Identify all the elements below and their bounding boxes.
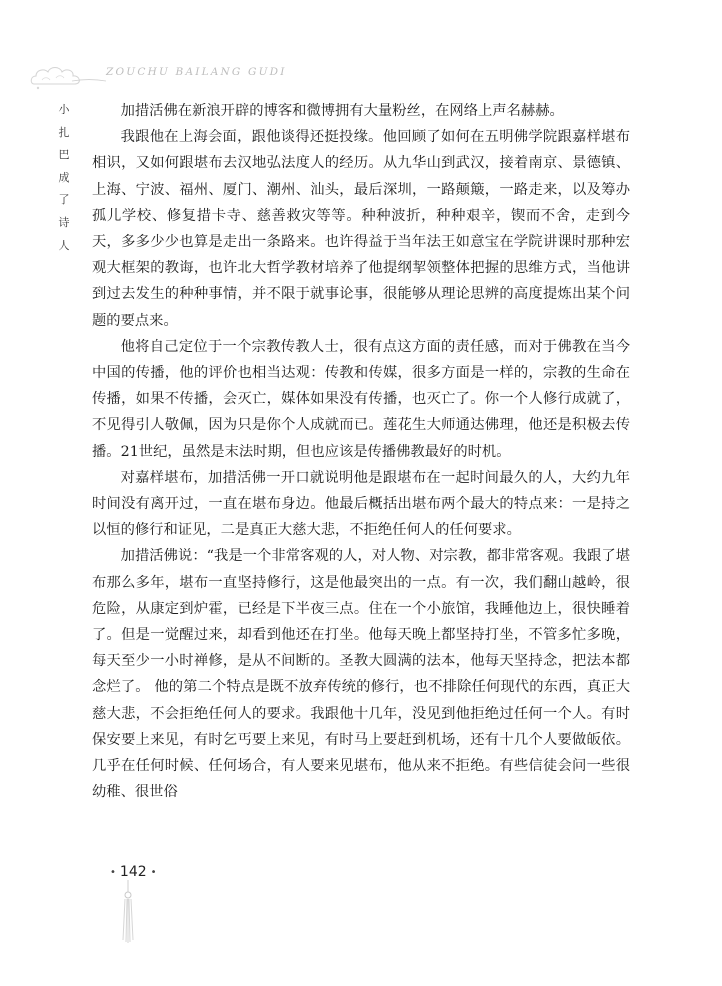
page-number (110, 864, 157, 880)
running-head: ZOUCHU BAILANG GUDI (106, 66, 287, 78)
dot-icon: • (110, 866, 116, 878)
dot-icon: • (150, 866, 157, 878)
paragraph: 对嘉样堪布，加措活佛一开口就说明他是跟堪布在一起时间最久的人，大约九年时间没有离开过，一直在堪布身边。他最后概括出堪布两个最大的特点来：一是持之以恒的修行和证见，二是真正大慈大悲，不拒绝任何人的任何要求。 (92, 469, 630, 539)
side-chapter-title: 小扎巴成了诗人 (58, 103, 70, 252)
page-number-label: 142 (119, 864, 147, 880)
paragraph: 他将自己定位于一个宗教传教人士，很有点这方面的责任感，而对于佛教在当今中国的传播，他的评价也相当达观：传教和传媒，很多方面是一样的，宗教的生命在传播，如果不传播，会灭亡，媒体如果没有传播，也灭亡了。你一个人修行成就了，不见得引人敬佩，因为只是你个人成就而已。莲花生大师通达佛理，他还是积极去传播。21世纪，虽然是末法时期，但也应该是传播佛教最好的时机。 (92, 338, 630, 460)
paragraph: 加措活佛在新浪开辟的博客和微博拥有大量粉丝，在网络上声名赫赫。 (120, 103, 564, 119)
paragraph: 我跟他在上海会面，跟他谈得还挺投缘。他回顾了如何在五明佛学院跟嘉样堪布相识，又如何跟堪布去汉地弘法度人的经历。从九华山到武汉，接着南京、景德镇、上海、宁波、福州、厦门、潮州、汕头，最后深圳，一路颠簸，一路走来，以及筹办孤儿学校、修复措卡寺、慈善救灾等等。种种波折，种种艰辛，锲而不舍，走到今天，多多少少也算是走出一条路来。也许得益于当年法王如意宝在学院讲课时那种宏观大框架的教诲，也许北大哲学教材培养了他提纲挈领整体把握的思维方式，当他讲到过去发生的种种事情，并不限于就事论事，很能够从理论思辨的高度提炼出某个问题的要点来。 (92, 129, 630, 329)
tassel-ornament-icon (118, 880, 138, 944)
paragraph: 加措活佛说：“我是一个非常客观的人，对人物、对宗教，都非常客观。我跟了堪布那么多年，堪布一直坚持修行，这是他最突出的一点。有一次，我们翻山越岭，很危险，从康定到炉霍，已经是下半夜三点。住在一个小旅馆，我睡他边上，很快睡着了。但是一觉醒过来，却看到他还在打坐。他每天晚上都坚持打坐，不管多忙多晚，每天至少一小时禅修，是从不间断的。圣教大圆满的法本，他每天坚持念，把法本都念烂了。 他的第二个特点是既不放弃传统的修行，也不排除任何现代的东西，真正大慈大悲，不会拒绝任何人的要求。我跟他十几年，没见到他拒绝过任何一个人。有时保安要上来见，有时乞丐要上来见，有时马上要赶到机场，还有十几个人要做皈依。几乎在任何时候、任何场合，有人要来见堪布，他从来不拒绝。有些信徒会问一些很幼稚、很世俗 (92, 548, 630, 801)
body-text (92, 98, 630, 805)
cloud-ornament-icon (28, 60, 108, 96)
